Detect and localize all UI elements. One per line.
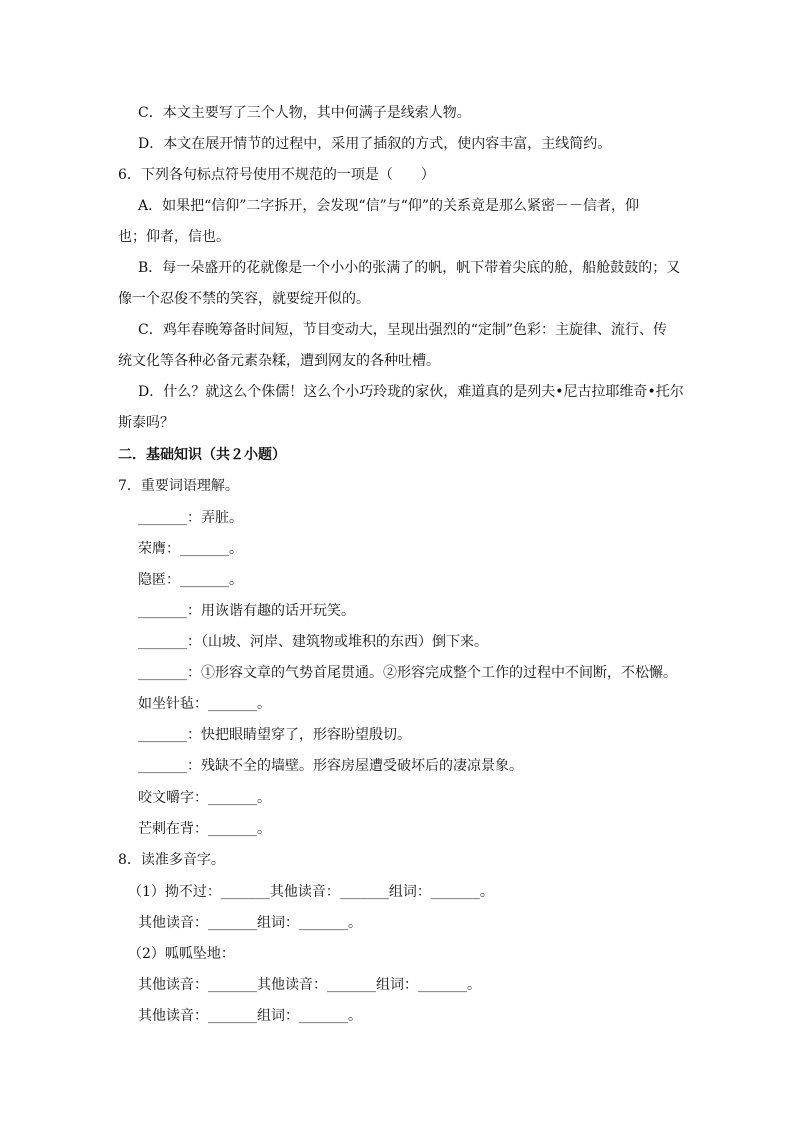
q7-item: _______：①形容文章的气势首尾贯通。②形容完成整个工作的过程中不间断，不松懈。 (138, 665, 677, 681)
q6-option-c-line2: 统文化等各种必备元素杂糅，遭到网友的各种吐槽。 (118, 353, 440, 369)
q5-option-c: C．本文主要写了三个人物，其中何满子是线索人物。 (138, 105, 471, 121)
q7-item: 咬文嚼字：_______。 (138, 790, 271, 806)
q6-option-c-line1: C．鸡年春晚筹备时间短，节目变动大，呈现出强烈的“定制”色彩：主旋律、流行、传 (138, 322, 668, 338)
q6-option-a-line1: A．如果把“信仰”二字拆开，会发现“信”与“仰”的关系竟是那么紧密－－信者，仰 (138, 198, 640, 214)
q8-line: 其他读音：_______组词：_______。 (138, 1008, 362, 1024)
q7-item: _______：快把眼睛望穿了，形容盼望殷切。 (138, 727, 411, 743)
q7-item: _______：（山坡、河岸、建筑物或堆积的东西）倒下来。 (138, 634, 488, 650)
q8-line: （1）拗不过：_______其他读音：_______组词：_______。 (128, 884, 494, 900)
q7-stem: 7．重要词语理解。 (118, 478, 239, 494)
q6-option-a-line2: 也；仰者，信也。 (118, 229, 230, 245)
q8-stem: 8．读准多音字。 (118, 852, 225, 868)
q7-item: 如坐针毡：_______。 (138, 696, 271, 712)
section-heading: 二．基础知识（共２小题） (118, 447, 286, 463)
q8-line: （2）呱呱坠地： (128, 946, 235, 962)
q5-option-d: D．本文在展开情节的过程中，采用了插叙的方式，使内容丰富，主线简约。 (138, 136, 612, 152)
q7-item: _______：弄脏。 (138, 510, 243, 526)
q7-item: 荣膺：_______。 (138, 541, 243, 557)
q6-stem: 6．下列各句标点符号使用不规范的一项是（ ） (118, 167, 435, 183)
q6-option-d-line1: D．什么？就这么个侏儒！这么个小巧玲珑的家伙，难道真的是列夫•尼古拉耶维奇•托尔 (138, 384, 684, 400)
q8-line: 其他读音：_______其他读音：_______组词：_______。 (138, 977, 481, 993)
q7-item: _______：用诙谐有趣的话开玩笑。 (138, 603, 355, 619)
q7-item: 隐匿：_______。 (138, 572, 243, 588)
q7-item: 芒刺在背：_______。 (138, 821, 271, 837)
q6-option-b-line2: 像一个忍俊不禁的笑容，就要绽开似的。 (118, 291, 370, 307)
q7-item: _______：残缺不全的墙壁。形容房屋遭受破坏后的凄凉景象。 (138, 758, 523, 774)
q6-option-d-line2: 斯泰吗？ (118, 415, 174, 431)
q6-option-b-line1: B．每一朵盛开的花就像是一个小小的张满了的帆，帆下带着尖底的舱，船舱鼓鼓的；又 (138, 260, 681, 276)
q8-line: 其他读音：_______组词：_______。 (138, 915, 362, 931)
